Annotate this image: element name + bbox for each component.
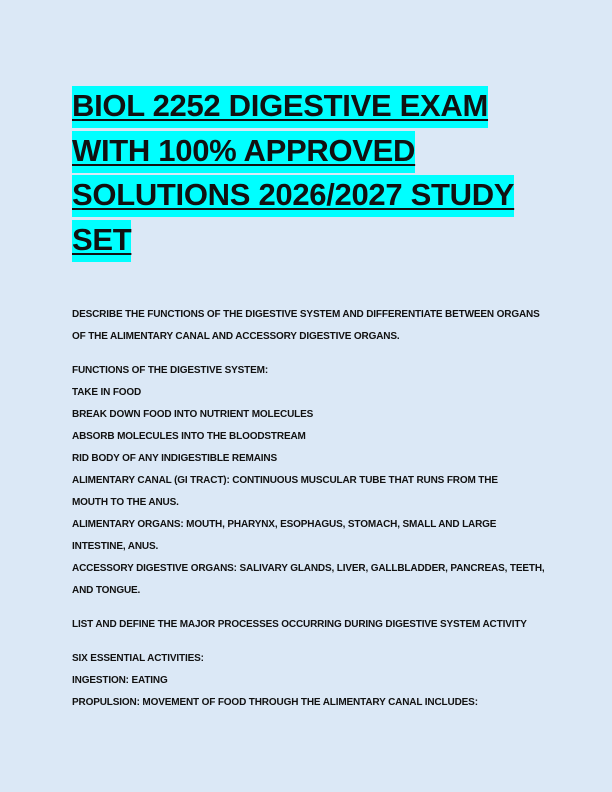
answer-line: PROPULSION: MOVEMENT OF FOOD THROUGH THE ALIMENTARY CANAL INCLUDES:: [72, 697, 478, 708]
question-2: [72, 614, 547, 636]
document-header: [72, 84, 544, 262]
title-line: WITH 100% APPROVED: [72, 132, 416, 168]
answer-line: INTESTINE, ANUS.: [72, 541, 159, 552]
document-body: [72, 304, 547, 726]
answer-line: MOUTH TO THE ANUS.: [72, 497, 179, 508]
answer-line: ALIMENTARY ORGANS: MOUTH, PHARYNX, ESOPHAGUS, STOMACH, SMALL AND LARGE: [72, 519, 497, 530]
question-1: [72, 304, 547, 348]
answer-line: TAKE IN FOOD: [72, 387, 142, 398]
document-title-highlight: [72, 86, 514, 262]
answer-2: [72, 648, 547, 714]
title-line: BIOL 2252 DIGESTIVE EXAM: [72, 88, 489, 123]
answer-line: FUNCTIONS OF THE DIGESTIVE SYSTEM:: [72, 365, 269, 376]
document-title: [72, 84, 544, 262]
answer-line: ACCESSORY DIGESTIVE ORGANS: SALIVARY GLANDS, LIVER, GALLBLADDER, PANCREAS, TEETH,: [72, 563, 545, 574]
answer-line: RID BODY OF ANY INDIGESTIBLE REMAINS: [72, 453, 277, 464]
answer-line: SIX ESSENTIAL ACTIVITIES:: [72, 653, 204, 664]
title-line: SOLUTIONS 2026/2027 STUDY: [72, 177, 515, 212]
answer-line: ALIMENTARY CANAL (GI TRACT): CONTINUOUS MUSCULAR TUBE THAT RUNS FROM THE: [72, 475, 498, 486]
answer-line: AND TONGUE.: [72, 585, 141, 596]
answer-line: ABSORB MOLECULES INTO THE BLOODSTREAM: [72, 431, 306, 442]
title-line: SET: [72, 221, 132, 257]
answer-line: BREAK DOWN FOOD INTO NUTRIENT MOLECULES: [72, 409, 314, 420]
answer-1: [72, 360, 547, 602]
question-line: DESCRIBE THE FUNCTIONS OF THE DIGESTIVE SYSTEM AND DIFFERENTIATE BETWEEN ORGANS: [72, 309, 540, 320]
answer-line: INGESTION: EATING: [72, 675, 168, 686]
question-line: LIST AND DEFINE THE MAJOR PROCESSES OCCURRING DURING DIGESTIVE SYSTEM ACTIVITY: [72, 619, 527, 630]
question-line: OF THE ALIMENTARY CANAL AND ACCESSORY DIGESTIVE ORGANS.: [72, 331, 400, 342]
